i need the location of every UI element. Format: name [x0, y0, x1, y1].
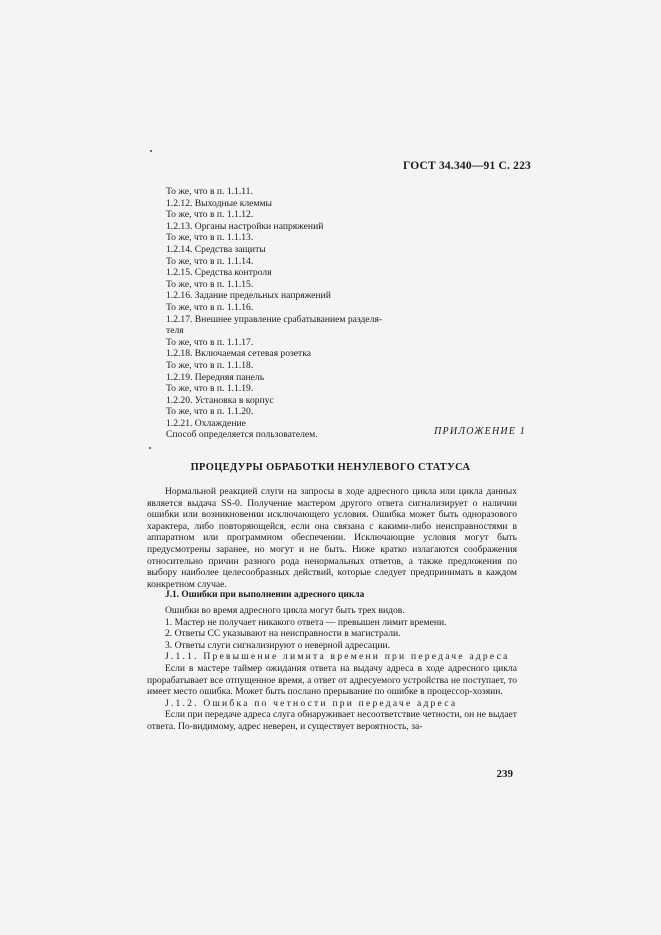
list-line: То же, что в п. 1.1.11. — [166, 186, 253, 197]
subsection-line: 2. Ответы СС указывают на неисправности в магистрали. — [165, 628, 401, 640]
list-line: 1.2.19. Передняя панель — [166, 371, 265, 383]
list-line: 1.2.15. Средства контроля — [166, 267, 272, 279]
list-line: То же, что в п. 1.1.18. — [166, 359, 254, 371]
clause-list — [166, 186, 526, 441]
list-line: Способ определяется пользователем. — [166, 429, 318, 441]
clause-heading-j11: J.1.1. Превышение лимита времени при передаче адреса — [165, 651, 510, 663]
intro-paragraph: Нормальной реакцией слуги на запросы в ходе адресного цикла или цикла данных является выдача SS-0. Получение мастером другого ответа сигнализирует о наличии ошибки или возникновении исключающего условия. Ошибка может быть одноразового характера, либо повторяющейся, если она связана с какими-либо неисправностями в аппаратном или программном обеспечении. Исключающие условия могут быть предусмотрены заранее, но могут и не быть. Ниже кратко излагаются соображения относительно причин разного рода ненормальных ответов, а также предложения по выбору наиболее целесообразных действий, которые следует предпринимать в каждом конкретном случае. — [147, 486, 517, 590]
list-line: То же, что в п. 1.1.19. — [166, 383, 254, 395]
running-header: ГОСТ 34.340—91 С. 223 — [403, 160, 531, 172]
list-line: 1.2.18. Включаемая сетевая розетка — [166, 348, 312, 360]
clause-heading-j12: J.1.2. Ошибка по четности при передаче адреса — [165, 697, 458, 709]
list-line: То же, что в п. 1.1.16. — [166, 301, 254, 313]
clause-text-j12: Если при передаче адреса слуга обнаруживает несоответствие четности, он не выдает ответа. По-видимому, адрес неверен, и существует вероятность, за- — [147, 709, 517, 732]
scan-speck — [149, 447, 151, 449]
list-line: То же, что в п. 1.1.17. — [166, 336, 254, 348]
list-line: То же, что в п. 1.1.13. — [166, 232, 254, 244]
list-line: 1.2.20. Установка в корпус — [166, 394, 274, 406]
subsection-line: 3. Ответы слуги сигнализируют о неверной адресации. — [165, 639, 390, 651]
scan-speck — [150, 150, 152, 152]
list-line: 1.2.14. Средства защиты — [166, 243, 266, 255]
list-line: То же, что в п. 1.1.20. — [166, 406, 254, 418]
page-number: 239 — [496, 768, 513, 780]
subsection-line: Ошибки во время адресного цикла могут быть трех видов. — [165, 605, 405, 616]
list-line: То же, что в п. 1.1.12. — [166, 209, 254, 221]
clause-text-j11: Если в мастере таймер ожидания ответа на выдачу адреса в ходе адресного цикла прорабатывает все отпущенное время, а ответ от адресуемого устройства не поступает, то имеет место ошибка. Может быть послано прерывание по ошибке в процессор-хозяин. — [147, 662, 517, 698]
list-line: 1.2.21. Охлаждение — [166, 417, 246, 429]
subsection-line: 1. Мастер не получает никакого ответа — превышен лимит времени. — [165, 616, 447, 628]
list-line: То же, что в п. 1.1.14. — [166, 255, 254, 267]
list-line: 1.2.12. Выходные клеммы — [166, 197, 272, 209]
list-line: То же, что в п. 1.1.15. — [166, 278, 254, 290]
list-line: теля — [166, 325, 184, 337]
subsection-heading: J.1. Ошибки при выполнении адресного цикла — [165, 590, 365, 600]
intro-paragraph-block — [147, 486, 517, 590]
appendix-label: ПРИЛОЖЕНИЕ 1 — [434, 426, 526, 437]
list-line: 1.2.17. Внешнее управление срабатыванием разделя- — [166, 313, 383, 325]
section-title: ПРОЦЕДУРЫ ОБРАБОТКИ НЕНУЛЕВОГО СТАТУСА — [190, 462, 471, 473]
subsection-body — [147, 605, 517, 733]
list-line: 1.2.16. Задание предельных напряжений — [166, 290, 331, 302]
list-line: 1.2.13. Органы настройки напряжений — [166, 220, 324, 232]
